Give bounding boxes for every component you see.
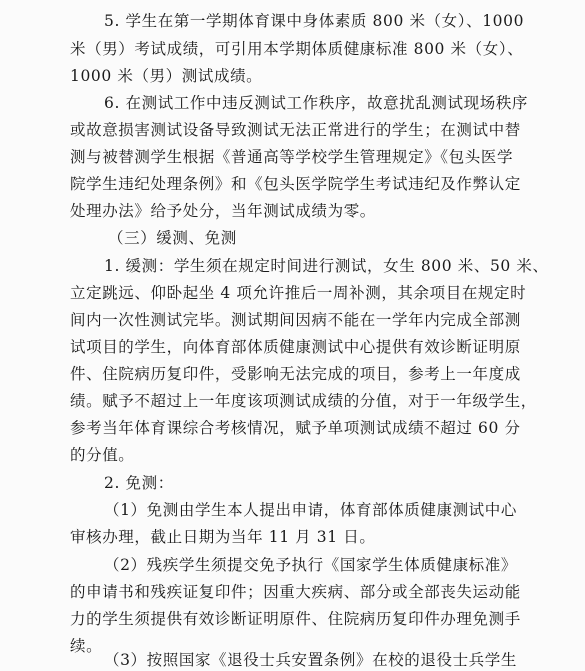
section-heading: （三）缓测、免测 [108, 229, 237, 247]
text-line: 间内一次性测试完毕。测试期间因病不能在一学年内完成全部测 [70, 311, 521, 329]
exemption-heading: 2. 免测： [104, 474, 174, 492]
text-line: 米（男）考试成绩，可引用本学期体质健康标准 800 米（女）、 [70, 40, 524, 58]
text-line: 测与被替测学生根据《普通高等学校学生管理规定》《包头医学 [70, 148, 514, 166]
text-line: 5. 学生在第一学期体育课中身体素质 800 米（女）、1000 [104, 12, 525, 30]
text-line: 的分值。 [70, 446, 135, 464]
text-line: （1）免测由学生本人提出申请，体育部体质健康测试中心 [104, 501, 517, 519]
text-line: 力的学生须提供有效诊断证明原件、住院病历复印件办理免测手 [70, 610, 521, 628]
text-line: 绩。赋予不超过上一年度该项测试成绩的分值，对于一年级学生， [70, 392, 537, 410]
text-line: 处理办法》给予处分，当年测试成绩为零。 [70, 202, 376, 220]
text-line: 审核办理，截止日期为当年 11 月 31 日。 [70, 528, 376, 546]
text-line: 的申请书和残疾证复印件；因重大疾病、部分或全部丧失运动能 [70, 583, 521, 601]
text-line: 院学生违纪处理条例》和《包头医学院学生考试违纪及作弊认定 [70, 175, 521, 193]
text-line: 参考当年体育课综合考核情况，赋予单项测试成绩不超过 60 分 [70, 419, 521, 437]
text-line: （2）残疾学生须提交免予执行《国家学生体质健康标准》 [104, 556, 517, 574]
text-line: 立定跳远、仰卧起坐 4 项允许推后一周补测，其余项目在规定时 [70, 284, 527, 302]
text-line: 试项目的学生，向体育部体质健康测试中心提供有效诊断证明原 [70, 338, 521, 356]
text-line: 件、住院病历复印件，受影响无法完成的项目，参考上一年度成 [70, 365, 521, 383]
text-line: 1000 米（男）测试成绩。 [70, 67, 263, 85]
text-line: （3）按照国家《退役士兵安置条例》在校的退役士兵学生 [104, 651, 517, 669]
text-line: 1. 缓测：学生须在规定时间进行测试，女生 800 米、50 米、 [104, 257, 549, 275]
text-line: 或故意损害测试设备导致测试无法正常进行的学生；在测试中替 [70, 121, 521, 139]
text-line: 续。 [70, 637, 103, 655]
text-line: 6. 在测试工作中违反测试工作秩序，故意扰乱测试现场秩序 [104, 94, 529, 112]
